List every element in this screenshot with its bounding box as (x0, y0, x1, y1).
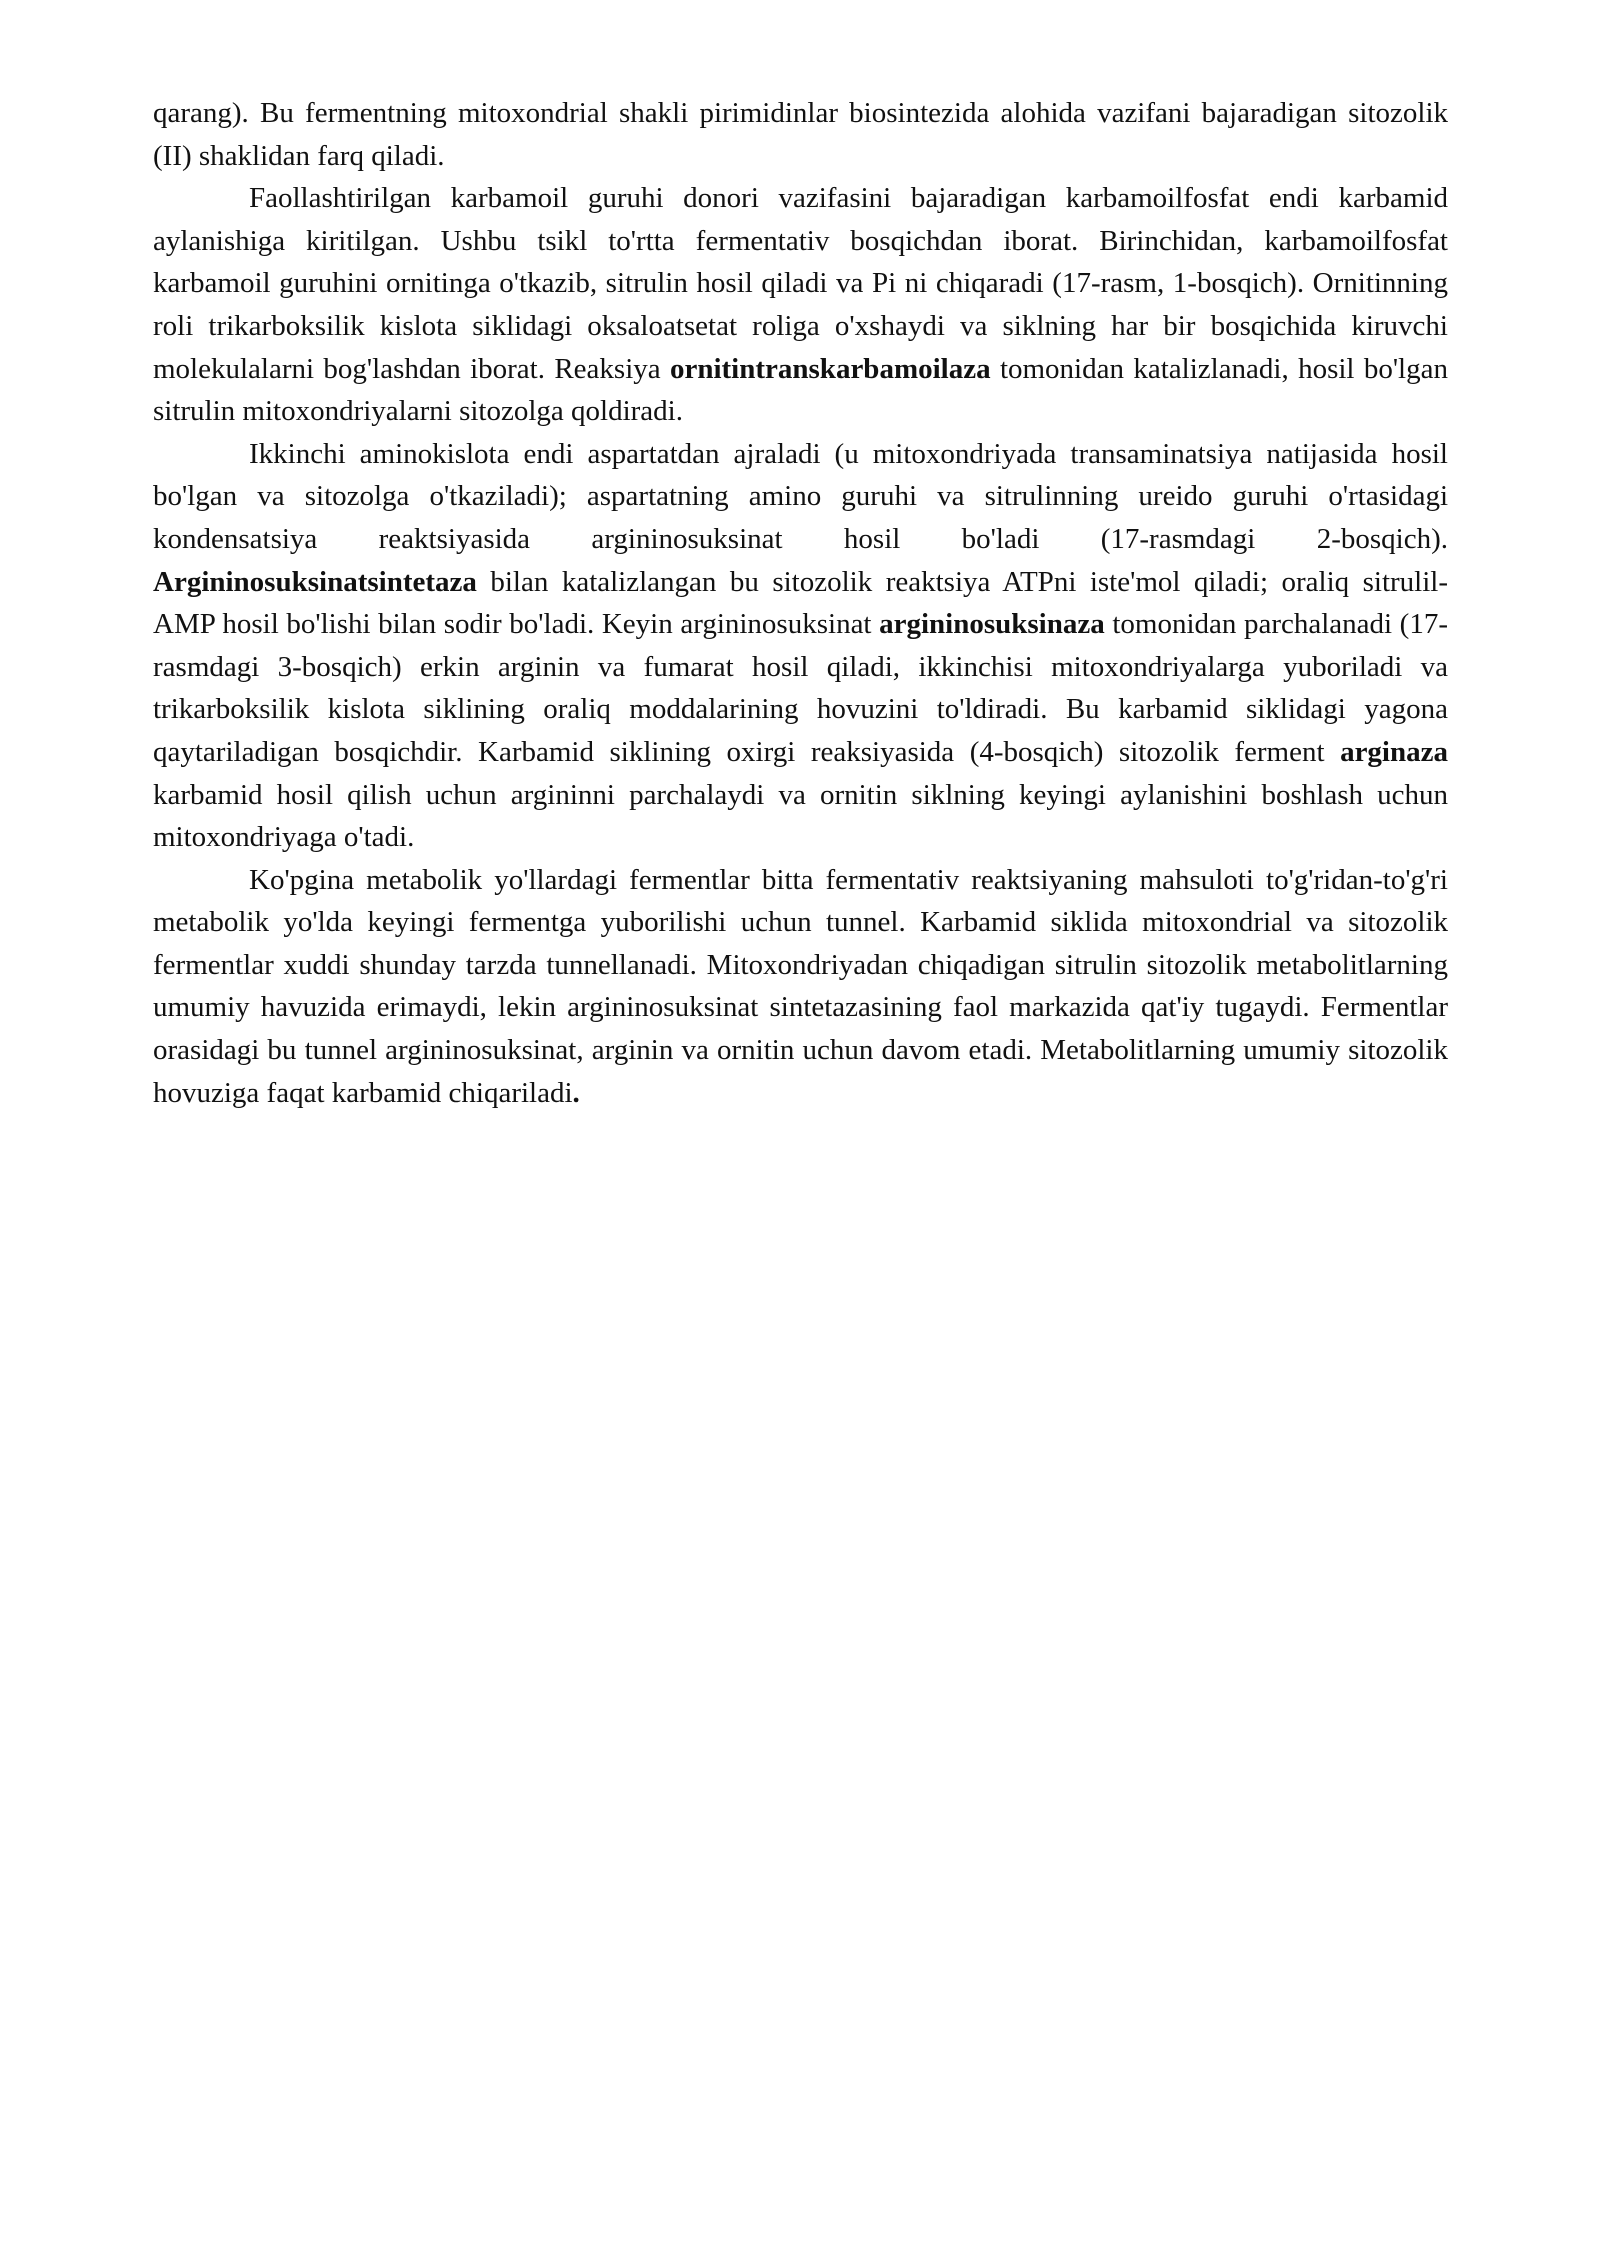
text-segment: Faollashtirilgan karbamoil guruhi donori vazifasini bajaradigan karbamoilfosfat endi karbamid aylanishiga kiritilgan. Ushbu tsikl to'rtta fermentativ bosqichdan iborat. Birinchidan, karbamoilfosfat karbamoil guruhini ornitinga o'tkazib, sitrulin hosil qiladi va Pi ni chiqaradi (17-rasm, 1-bosqich). Ornitinning roli trikarboksilik kislota siklidagi oksaloatsetat roliga o'xshaydi va siklning har bir bosqichida kiruvchi molekulalarni bog'lashdan iborat. Reaksiya (153, 182, 1448, 385)
enzyme-term: ornitintranskarbamoilaza (669, 352, 991, 385)
enzyme-term: argininosuksinaza (879, 608, 1105, 641)
text-segment: qarang). Bu fermentning mitoxondrial shakli pirimidinlar biosintezida alohida vazifani bajaradigan sitozolik (II) shaklidan farq qiladi. (153, 97, 1448, 172)
body-text (153, 92, 1448, 1114)
text-segment: Ikkinchi aminokislota endi aspartatdan ajraladi (u mitoxondriyada transaminatsiya natijasida hosil bo'lgan va sitozolga o'tkaziladi); aspartatning amino guruhi va sitrulinning ureido guruhi o'rtasidagi kondensatsiya reaktsiyasida argininosuksinat hosil bo'ladi (17-rasmdagi 2-bosqich). (153, 437, 1448, 555)
text-segment: Ko'pgina metabolik yo'llardagi fermentlar bitta fermentativ reaktsiyaning mahsuloti to'g'ridan-to'g'ri metabolik yo'lda keyingi fermentga yuborilishi uchun tunnel. Karbamid siklida mitoxondrial va sitozolik fermentlar xuddi shunday tarzda tunnellanadi. Mitoxondriyadan chiqadigan sitrulin sitozolik metabolitlarning umumiy havuzida erimaydi, lekin argininosuksinat sintetazasining faol markazida qat'iy tugaydi. Fermentlar orasidagi bu tunnel argininosuksinat, arginin va ornitin uchun davom etadi. Metabolitlarning umumiy sitozolik hovuziga faqat karbamid chiqariladi (153, 863, 1448, 1109)
text-segment: bilan katalizlangan bu sitozolik reaktsiya ATPni iste'mol qiladi; oraliq sitrulil-AMP hosil bo'lishi bilan sodir bo'ladi. Keyin argininosuksinat (153, 565, 1448, 641)
enzyme-term: arginaza (1340, 735, 1448, 768)
text-segment: karbamid hosil qilish uchun argininni parchalaydi va ornitin siklning keyingi aylanishini boshlash uchun mitoxondriyaga o'tadi. (153, 778, 1448, 854)
paragraph-channeling (153, 859, 1448, 1115)
paragraph-continuation (153, 92, 1448, 177)
enzyme-term: Argininosuksinatsintetaza (153, 565, 477, 598)
paragraph-carbamoyl-phosphate (153, 177, 1448, 433)
text-segment: tomonidan parchalanadi (17-rasmdagi 3-bosqich) erkin arginin va fumarat hosil qiladi, ikkinchisi mitoxondriyalarga yuboriladi va trikarboksilik kislota siklining oraliq moddalarining hovuzini to'ldiradi. Bu karbamid siklidagi yagona qaytariladigan bosqichdir. Karbamid siklining oxirgi reaksiyasida (4-bosqich) sitozolik ferment (153, 608, 1448, 768)
bold-period: . (572, 1076, 580, 1109)
paragraph-aspartate (153, 433, 1448, 859)
text-segment: tomonidan katalizlanadi, hosil bo'lgan sitrulin mitoxondriyalarni sitozolga qoldiradi. (153, 352, 1448, 428)
